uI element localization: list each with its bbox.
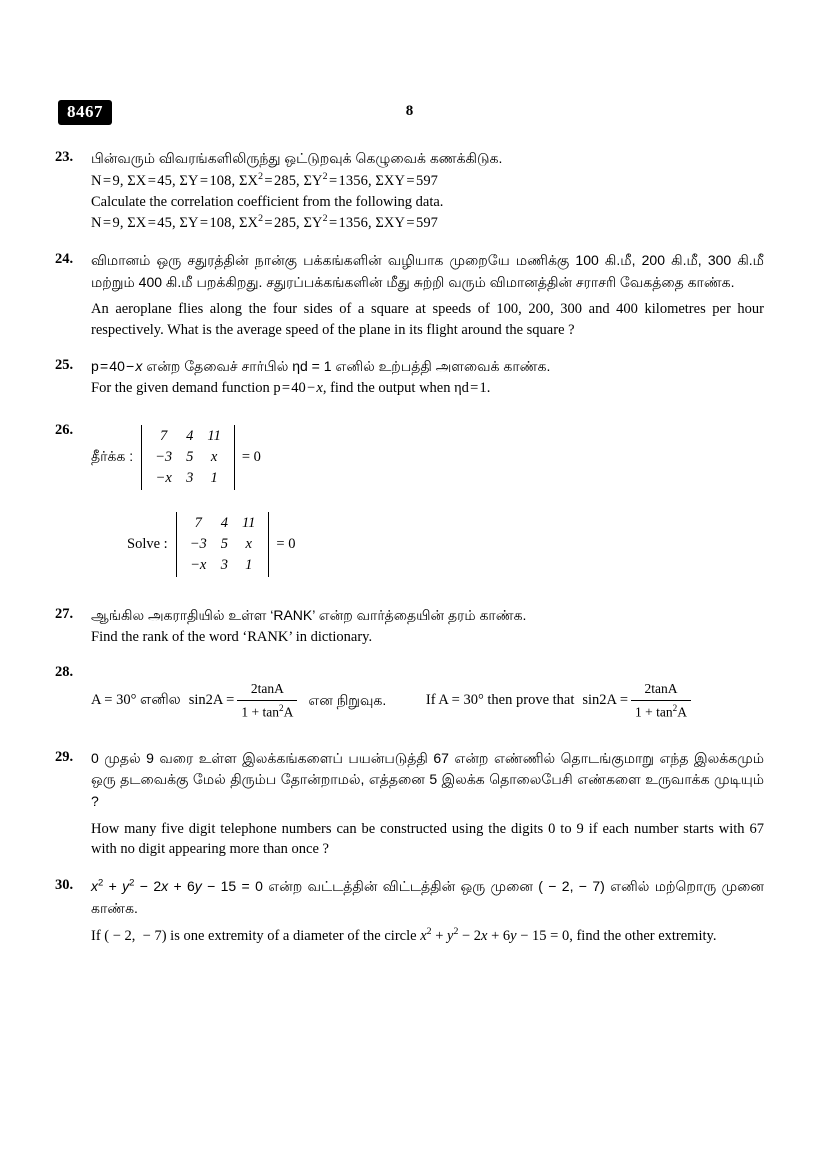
page-header xyxy=(55,100,764,130)
page-number: 8 xyxy=(405,103,414,119)
formula-row-english xyxy=(426,679,694,722)
fraction-numerator: 2tanA xyxy=(631,679,691,701)
question-text-tamil: $x^2 + y^2 - 2x + 6y - 15 = 0$ என்ற வட்டத்தின் விட்டத்தின் ஒரு முனை ( − 2, − 7) எனில் மற்றொரு முனை காண்க. xyxy=(91,877,764,916)
question-28 xyxy=(55,663,764,722)
question-number: 26. xyxy=(55,421,74,438)
question-number: 27. xyxy=(55,605,74,622)
question-26 xyxy=(55,421,764,579)
fraction-numerator: 2tanA xyxy=(237,679,297,701)
question-text-tamil: பின்வரும் விவரங்களிலிருந்து ஒட்டுறவுக் கெழுவைக் கணக்கிடுக. xyxy=(91,150,503,166)
sin2a-formula-tamil xyxy=(189,679,301,722)
prove-label-tamil: என நிறுவுக. xyxy=(308,691,387,708)
question-text-tamil: ஆங்கில அகராதியில் உள்ள ‘RANK’ என்ற வார்த்தையின் தரம் காண்க. xyxy=(91,606,527,623)
fraction xyxy=(631,679,691,722)
question-number: 28. xyxy=(55,664,74,681)
question-27 xyxy=(55,605,764,647)
question-text-english: For the given demand function p = 40 − x, find the output when ηd = 1. xyxy=(91,380,491,397)
fraction xyxy=(237,679,297,722)
condition-english: If A = 30° then prove that xyxy=(425,692,575,709)
question-paper-code: 8467 xyxy=(58,100,112,125)
matrix-tamil: 7 4 11 −3 5 x −x 3 1 xyxy=(141,425,235,490)
question-text-english: If ( − 2, − 7) is one extremity of a diameter of the circle $x^2 + y^2 - 2x + 6y - 15 = 0$, find the other extremity. xyxy=(91,926,717,945)
fraction-denominator: $1 + \tan^2A$ xyxy=(635,702,687,720)
question-number: 29. xyxy=(55,748,74,765)
question-number: 30. xyxy=(55,876,74,893)
question-text-english: How many five digit telephone numbers can be constructed using the digits 0 to 9 if each number starts with 67 with no digit appearing more than once ? xyxy=(91,820,764,858)
determinant-equation-tamil xyxy=(91,425,764,490)
question-text-english: Calculate the correlation coefficient from the following data. xyxy=(91,193,444,210)
question-29 xyxy=(55,748,764,860)
equals-zero: = 0 xyxy=(276,535,296,552)
formula-lhs: sin2A = xyxy=(188,691,235,708)
determinant-equation-english xyxy=(127,512,764,577)
solve-label-tamil: தீர்க்க : xyxy=(91,448,134,465)
condition-tamil: A = 30° எனில xyxy=(91,692,181,709)
fraction-denominator: $1 + \tan^2A$ xyxy=(241,702,294,720)
question-data-tamil: N = 9, ΣX = 45, ΣY = 108, $\Sigma X^2$ = 285, $\Sigma Y^2$ = 1356, ΣXY = 597 xyxy=(91,170,439,189)
matrix-english: 7 4 11 −3 5 x −x 3 1 xyxy=(176,512,270,577)
question-text-english: An aeroplane flies along the four sides of a square at speeds of 100, 200, 300 and 400 kilometres per hour respectively. What is the average speed of the plane in its flight around the square ? xyxy=(91,301,764,338)
question-25 xyxy=(55,356,764,398)
question-text-tamil: விமானம் ஒரு சதுரத்தின் நான்கு பக்கங்களின் வழியாக முறையே மணிக்கு 100 கி.மீ, 200 கி.மீ, 300 கி.மீ மற்றும் 400 கி.மீ பறக்கிறது. சதுரப்பக்கங்களின் மீது சுற்றி வரும் விமானத்தின் சராசரி வேகத்தை காண்க. xyxy=(91,251,764,290)
question-number: 24. xyxy=(55,250,74,267)
question-text-tamil: 0 முதல் 9 வரை உள்ள இலக்கங்களைப் பயன்படுத்தி 67 என்ற எண்ணில் தொடங்குமாறு எந்த இலக்கமும் ஒரு தடவைக்கு மேல் திரும்ப தோன்றாமல், எத்தனை 5 இலக்க தொலைபேசி எண்களை உருவாக்க முடியும் ? xyxy=(91,749,764,810)
question-30 xyxy=(55,876,764,947)
formula-lhs: sin2A = xyxy=(582,691,629,708)
question-number: 23. xyxy=(55,149,74,165)
sin2a-formula-english xyxy=(582,679,694,722)
question-23 xyxy=(55,148,764,234)
question-text-tamil: p = 40 − x என்ற தேவைச் சார்பில் ηd = 1 எனில் உற்பத்தி அளவைக் காண்க. xyxy=(91,358,551,375)
question-number: 25. xyxy=(55,357,74,374)
question-24 xyxy=(55,250,764,341)
question-text-english: Find the rank of the word ‘RANK’ in dictionary. xyxy=(91,628,373,645)
equals-zero: = 0 xyxy=(241,448,261,465)
formula-row-tamil xyxy=(91,679,386,722)
question-data-english: N = 9, ΣX = 45, ΣY = 108, $\Sigma X^2$ = 285, $\Sigma Y^2$ = 1356, ΣXY = 597 xyxy=(91,213,439,231)
solve-label-english: Solve : xyxy=(127,536,168,553)
